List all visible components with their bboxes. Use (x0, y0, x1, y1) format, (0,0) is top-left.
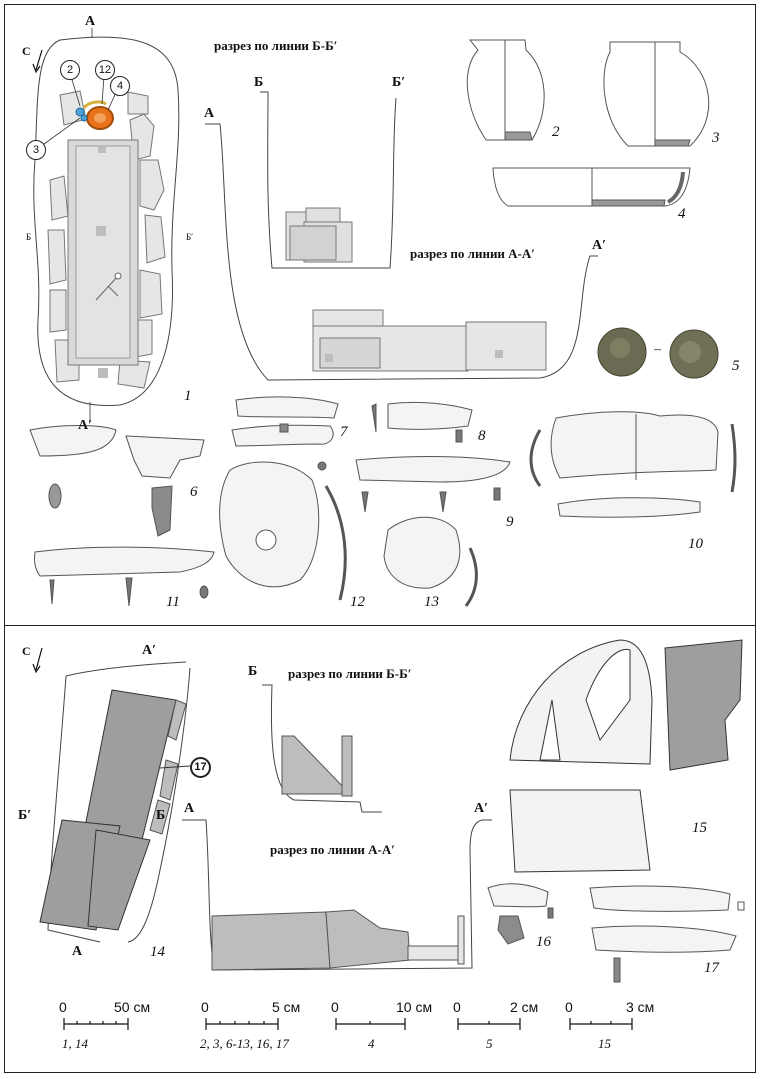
figure-number-4: 4 (678, 206, 686, 222)
figure-number-6: 6 (190, 484, 198, 500)
scale-3-zero: 0 (331, 999, 339, 1015)
scale-4-end: 2 см (510, 999, 539, 1015)
scale-3-end: 10 см (396, 999, 433, 1015)
section-aa-right-bottom: А′ (474, 801, 489, 816)
scale-1-zero: 0 (59, 999, 67, 1015)
point-a-prime-label-bottom: А′ (142, 643, 157, 658)
figure-number-15: 15 (692, 820, 707, 836)
section-aa-title-bottom: разрез по линии А-А′ (270, 842, 395, 857)
find-marker-2: 2 (60, 60, 80, 80)
figure-number-7: 7 (340, 424, 348, 440)
scale-3-caption: 4 (368, 1036, 375, 1051)
figure-number-17: 17 (704, 960, 719, 976)
figure-number-9: 9 (506, 514, 514, 530)
find-marker-4: 4 (110, 76, 130, 96)
scale-5-end: 3 см (626, 999, 655, 1015)
figure-number-3: 3 (712, 130, 720, 146)
scale-4-zero: 0 (453, 999, 461, 1015)
figure-number-11: 11 (166, 594, 180, 610)
figure-number-10: 10 (688, 536, 703, 552)
figure-number-12: 12 (350, 594, 365, 610)
find-marker-3: 3 (26, 140, 46, 160)
section-bb-left-top: Б (254, 75, 264, 90)
scale-1-end: 50 см (114, 999, 151, 1015)
figure-number-1: 1 (184, 388, 192, 404)
scale-4-caption: 5 (486, 1036, 493, 1051)
scale-1-caption: 1, 14 (62, 1036, 88, 1051)
grave-plan-1 (34, 37, 179, 405)
scale-2-caption: 2, 3, 6-13, 16, 17 (200, 1036, 289, 1051)
scale-2-end: 5 см (272, 999, 301, 1015)
section-aa-left-bottom: А (184, 801, 195, 816)
point-b-prime-label-bottom: Б′ (18, 808, 32, 823)
coin-dash: – (654, 342, 661, 357)
section-aa-left-top: А (204, 106, 215, 121)
section-bb-title-top: разрез по линии Б-Б′ (214, 38, 338, 53)
figure-number-13: 13 (424, 594, 439, 610)
scale-5-caption: 15 (598, 1036, 611, 1051)
point-b-label: Б (26, 232, 32, 242)
section-bb-left-bottom: Б (248, 664, 258, 679)
section-bb-title-bottom: разрез по линии Б-Б′ (288, 666, 412, 681)
point-b-label-bottom: Б (156, 808, 166, 823)
north-label-top: С (22, 44, 31, 58)
section-bb-right-top: Б′ (392, 75, 406, 90)
section-aa-title-top: разрез по линии А-А′ (410, 246, 535, 261)
figure-number-2: 2 (552, 124, 560, 140)
point-a-label: А (85, 14, 96, 29)
section-aa-right-top: А′ (592, 238, 607, 253)
north-label-bottom: С (22, 644, 31, 658)
point-a-label-bottom: А (72, 944, 83, 959)
scale-2-zero: 0 (201, 999, 209, 1015)
scale-5-zero: 0 (565, 999, 573, 1015)
figure-number-8: 8 (478, 428, 486, 444)
find-marker-17: 17 (190, 757, 211, 778)
figure-number-16: 16 (536, 934, 551, 950)
figure-number-14: 14 (150, 944, 165, 960)
point-a-prime-label: А′ (78, 418, 93, 433)
figure-number-5: 5 (732, 358, 740, 374)
find-marker-12: 12 (95, 60, 115, 80)
point-b-prime-label: Б′ (186, 232, 194, 242)
